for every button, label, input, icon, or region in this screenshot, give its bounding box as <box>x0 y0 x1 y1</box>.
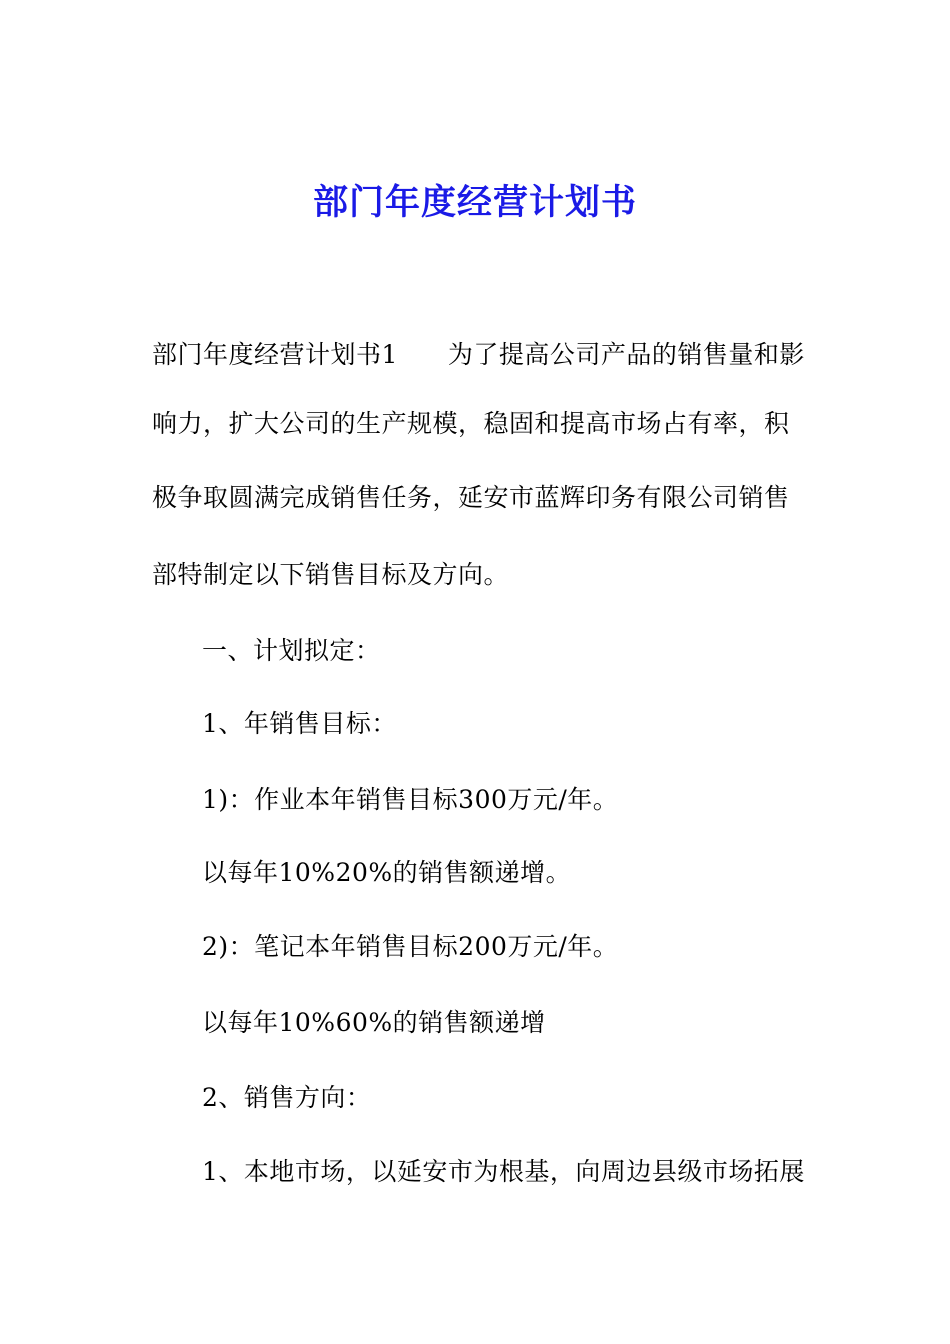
list-item: 1、本地市场，以延安市为根基，向周边县级市场拓展 <box>202 1157 805 1186</box>
paragraph-line: 部特制定以下销售目标及方向。 <box>152 560 510 589</box>
subsection-heading: 1、年销售目标： <box>202 709 397 738</box>
list-item: 以每年10%60%的销售额递增 <box>202 1008 546 1037</box>
document-title: 部门年度经营计划书 <box>312 183 637 223</box>
list-item: 2)：笔记本年销售目标200万元/年。 <box>202 932 619 961</box>
paragraph-heading-text: 部门年度经营计划书1 <box>152 340 398 369</box>
section-heading: 一、计划拟定： <box>202 636 381 665</box>
paragraph-line: 响力，扩大公司的生产规模，稳固和提高市场占有率，积 <box>152 409 790 438</box>
paragraph-line <box>152 337 805 373</box>
paragraph-line: 极争取圆满完成销售任务，延安市蓝辉印务有限公司销售 <box>152 483 790 512</box>
paragraph-text: 为了提高公司产品的销售量和影 <box>447 340 805 369</box>
list-item: 以每年10%20%的销售额递增。 <box>202 858 572 887</box>
list-item: 1)：作业本年销售目标300万元/年。 <box>202 785 619 814</box>
subsection-heading: 2、销售方向： <box>202 1083 372 1112</box>
